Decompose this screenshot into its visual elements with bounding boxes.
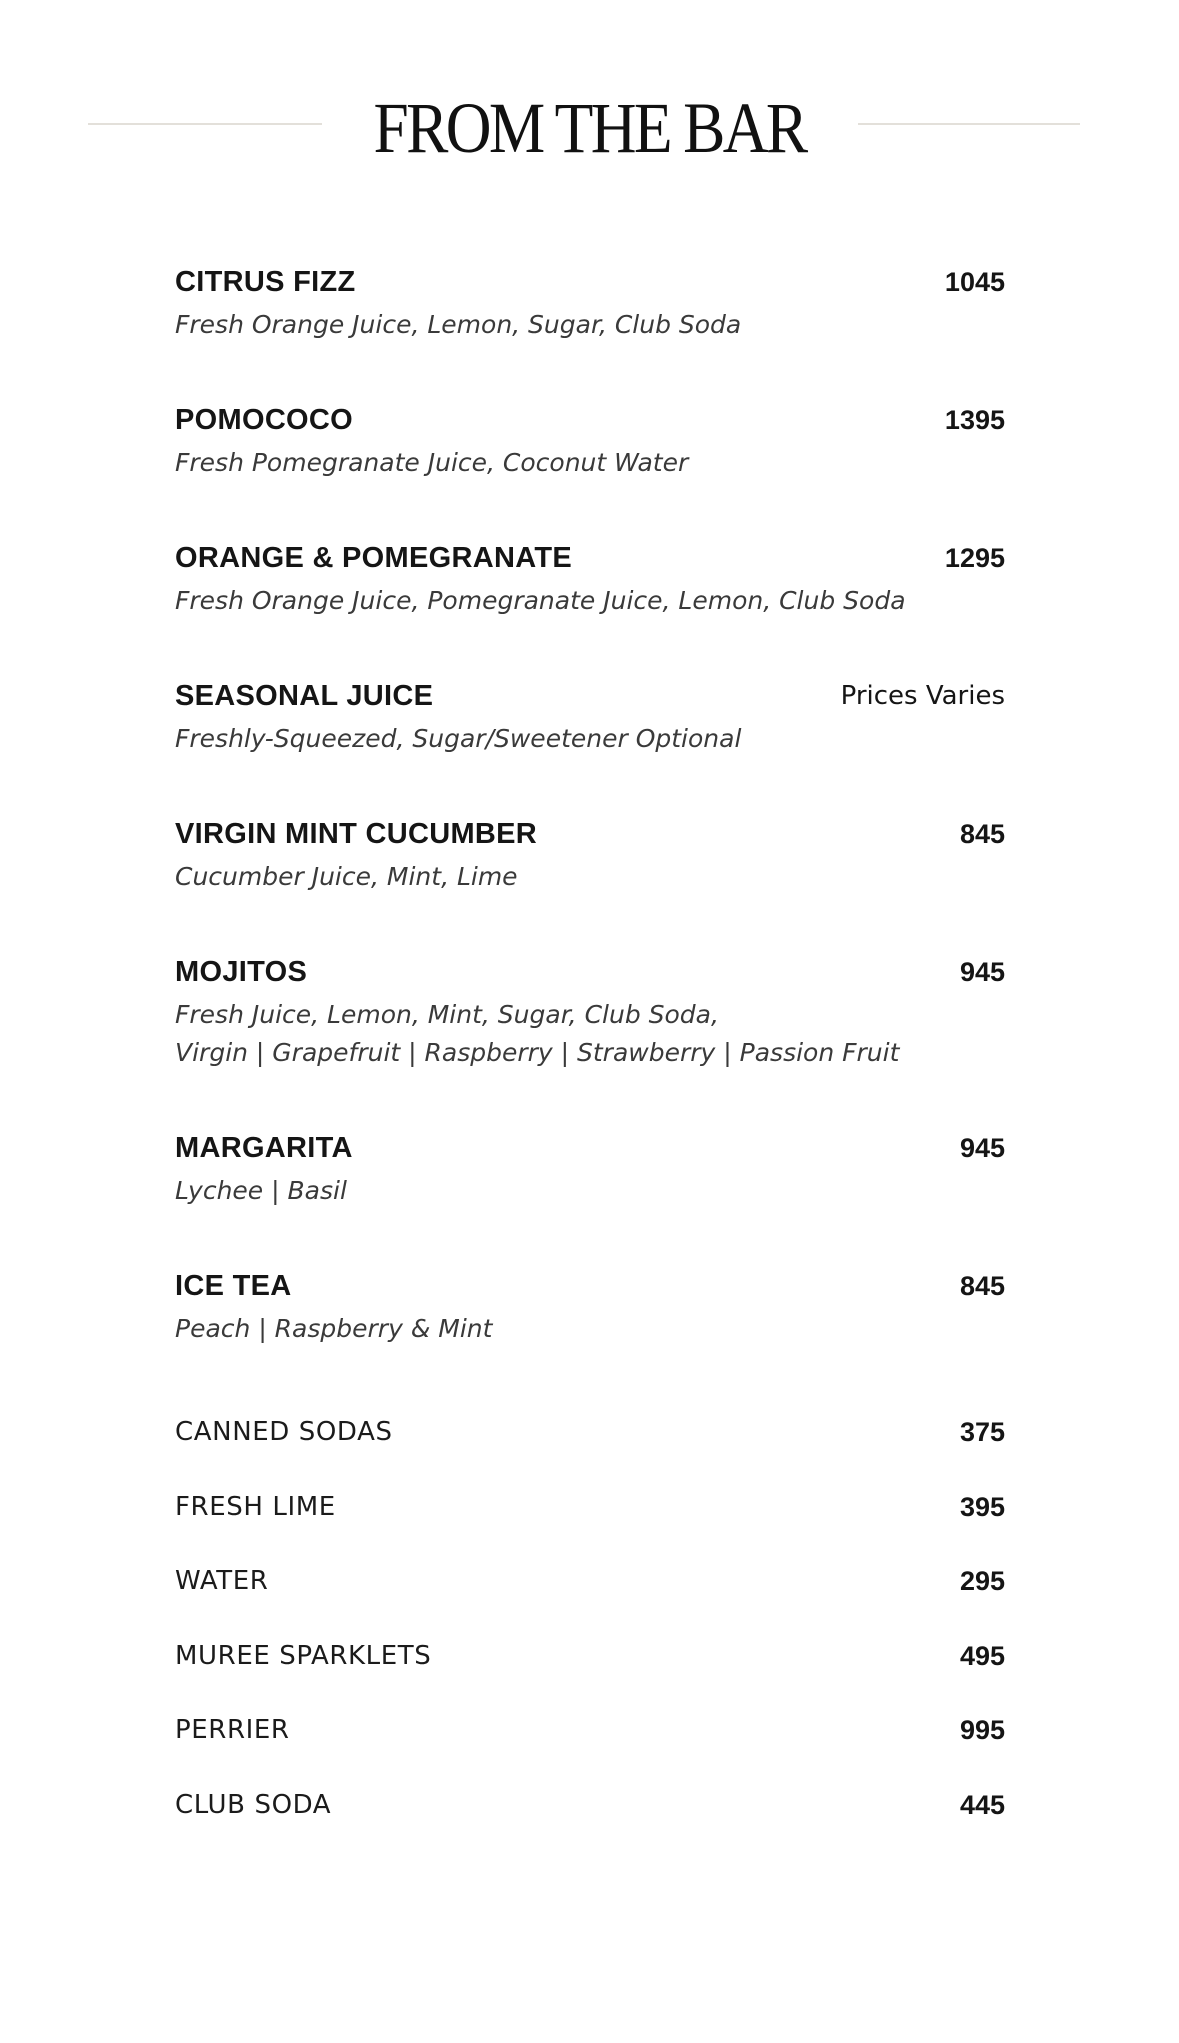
menu-item [175, 262, 1005, 400]
item-price: 845 [959, 819, 1005, 849]
item-description-line: Cucumber Juice, Mint, Lime [175, 862, 518, 891]
item-description [175, 996, 899, 1072]
item-description [175, 858, 518, 896]
menu-item [175, 676, 1005, 814]
item-name: FRESH LIME [175, 1491, 336, 1522]
item-name: CITRUS FIZZ [175, 266, 356, 298]
simple-drinks-list [175, 1412, 1005, 1860]
item-name: POMOCOCO [175, 404, 354, 436]
item-description-line: Fresh Orange Juice, Lemon, Sugar, Club Soda [175, 310, 742, 339]
menu-item [175, 1128, 1005, 1266]
page-title: FROM THE BAR [373, 88, 806, 168]
list-item [175, 1412, 1005, 1487]
item-name: MOJITOS [175, 956, 308, 988]
list-item [175, 1636, 1005, 1711]
item-price: 1295 [944, 543, 1005, 573]
featured-drinks-list [175, 262, 1005, 1404]
menu-item [175, 400, 1005, 538]
item-price: 845 [959, 1271, 1005, 1301]
item-price: 375 [959, 1417, 1005, 1447]
item-description-line: Fresh Pomegranate Juice, Coconut Water [175, 448, 689, 477]
item-name: SEASONAL JUICE [175, 680, 434, 712]
item-name: CANNED SODAS [175, 1417, 393, 1447]
item-price: 1045 [944, 267, 1005, 297]
list-item [175, 1785, 1005, 1860]
header-rule-right [858, 123, 1080, 125]
list-item [175, 1561, 1005, 1636]
item-name: VIRGIN MINT CUCUMBER [175, 818, 538, 850]
item-description [175, 1172, 347, 1210]
item-price: 945 [959, 957, 1005, 987]
item-price: 445 [959, 1789, 1005, 1820]
item-description-line: Fresh Juice, Lemon, Mint, Sugar, Club Soda, [175, 1000, 719, 1029]
item-name: MUREE SPARKLETS [175, 1640, 432, 1671]
item-description-line: Peach | Raspberry & Mint [175, 1314, 493, 1343]
item-description [175, 720, 741, 758]
item-name: ICE TEA [175, 1270, 292, 1302]
item-name: PERRIER [175, 1715, 290, 1746]
item-price: Prices Varies [840, 681, 1005, 711]
item-description [175, 306, 741, 344]
item-name: MARGARITA [175, 1132, 353, 1164]
item-description-line: Lychee | Basil [175, 1176, 347, 1205]
item-description [175, 1310, 492, 1348]
item-price: 995 [959, 1715, 1005, 1746]
item-name: CLUB SODA [175, 1789, 332, 1820]
item-price: 1395 [944, 405, 1005, 435]
item-price: 495 [959, 1640, 1005, 1671]
menu-item [175, 538, 1005, 676]
item-description [175, 444, 688, 482]
menu-item [175, 814, 1005, 952]
item-price: 295 [959, 1566, 1005, 1597]
item-description-line: Virgin | Grapefruit | Raspberry | Strawberry | Passion Fruit [175, 1038, 900, 1067]
item-description-line: Fresh Orange Juice, Pomegranate Juice, Lemon, Club Soda [175, 586, 906, 615]
menu-item [175, 1266, 1005, 1404]
item-price: 945 [959, 1133, 1005, 1163]
item-price: 395 [959, 1491, 1005, 1522]
menu-header [0, 78, 1179, 178]
item-name: WATER [175, 1566, 269, 1597]
list-item [175, 1710, 1005, 1785]
menu-item [175, 952, 1005, 1128]
item-description-line: Freshly-Squeezed, Sugar/Sweetener Optional [175, 724, 742, 753]
item-name: ORANGE & POMEGRANATE [175, 542, 572, 574]
item-description [175, 582, 906, 620]
list-item [175, 1487, 1005, 1562]
